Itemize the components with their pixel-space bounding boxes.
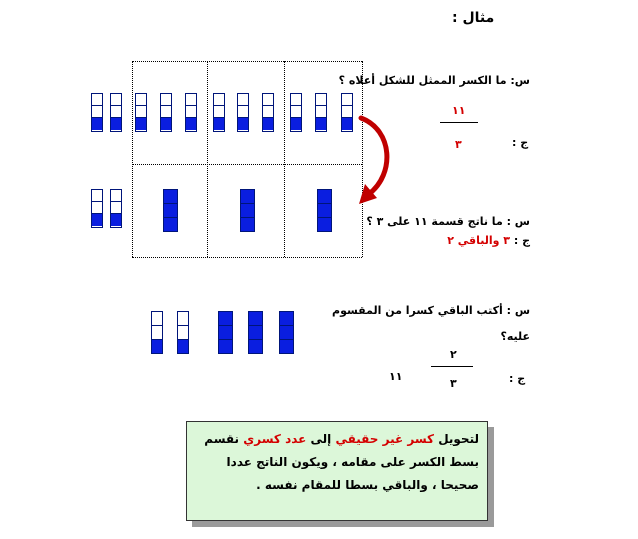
answer-2-label: ج :	[513, 234, 530, 247]
question-2: س : ما ناتج قسمة ١١ على ٣ ؟	[366, 215, 530, 228]
fraction-1-bar	[440, 122, 478, 123]
example-heading: مثال :	[452, 10, 495, 26]
rule-text-1: لتحويل	[434, 432, 479, 446]
answer-2	[447, 234, 530, 247]
fraction-3-bar	[431, 366, 473, 367]
third-column	[135, 93, 147, 132]
answer-1-label: ج :	[512, 136, 529, 149]
third-column	[160, 93, 172, 132]
third-column	[185, 93, 197, 132]
rule-text-2: إلى	[306, 432, 336, 446]
whole-block	[218, 311, 233, 354]
third-column	[262, 93, 274, 132]
rule-box	[186, 421, 488, 521]
third-column	[110, 189, 122, 228]
curved-arrow-icon	[355, 112, 395, 212]
rule-text-3: نقسم بسط الكسر على مقامه ، ويكون الناتج عددا صحيحا ، والباقي بسطا للمقام نفسه .	[204, 432, 479, 492]
fraction-3-numerator: ٢	[450, 348, 457, 361]
third-column	[151, 311, 163, 354]
third-column	[315, 93, 327, 132]
question-3-line-1: س : أكتب الباقي كسرا من المقسوم	[332, 304, 530, 317]
mixed-whole-number: ١١	[389, 370, 403, 383]
whole-block	[240, 189, 255, 232]
third-column	[91, 93, 103, 132]
third-column	[177, 311, 189, 354]
answer-2-value: ٣ والباقي ٢	[447, 234, 510, 247]
whole-block	[248, 311, 263, 354]
third-column	[91, 189, 103, 228]
third-column	[237, 93, 249, 132]
third-column	[290, 93, 302, 132]
third-column	[110, 93, 122, 132]
answer-3-label: ج :	[509, 372, 526, 385]
fraction-1-numerator: ١١	[452, 104, 466, 117]
whole-block	[279, 311, 294, 354]
rule-highlight-improper-fraction: كسر غير حقيقي	[335, 432, 435, 446]
rule-highlight-mixed-number: عدد كسري	[243, 432, 307, 446]
third-column	[341, 93, 353, 132]
whole-block	[317, 189, 332, 232]
fraction-3-denominator: ٣	[450, 377, 457, 390]
question-1: س: ما الكسر الممثل للشكل أعلاه ؟	[338, 74, 530, 87]
question-3-line-2: عليه؟	[500, 330, 530, 343]
whole-block	[163, 189, 178, 232]
third-column	[213, 93, 225, 132]
fraction-1-denominator: ٣	[455, 138, 462, 151]
